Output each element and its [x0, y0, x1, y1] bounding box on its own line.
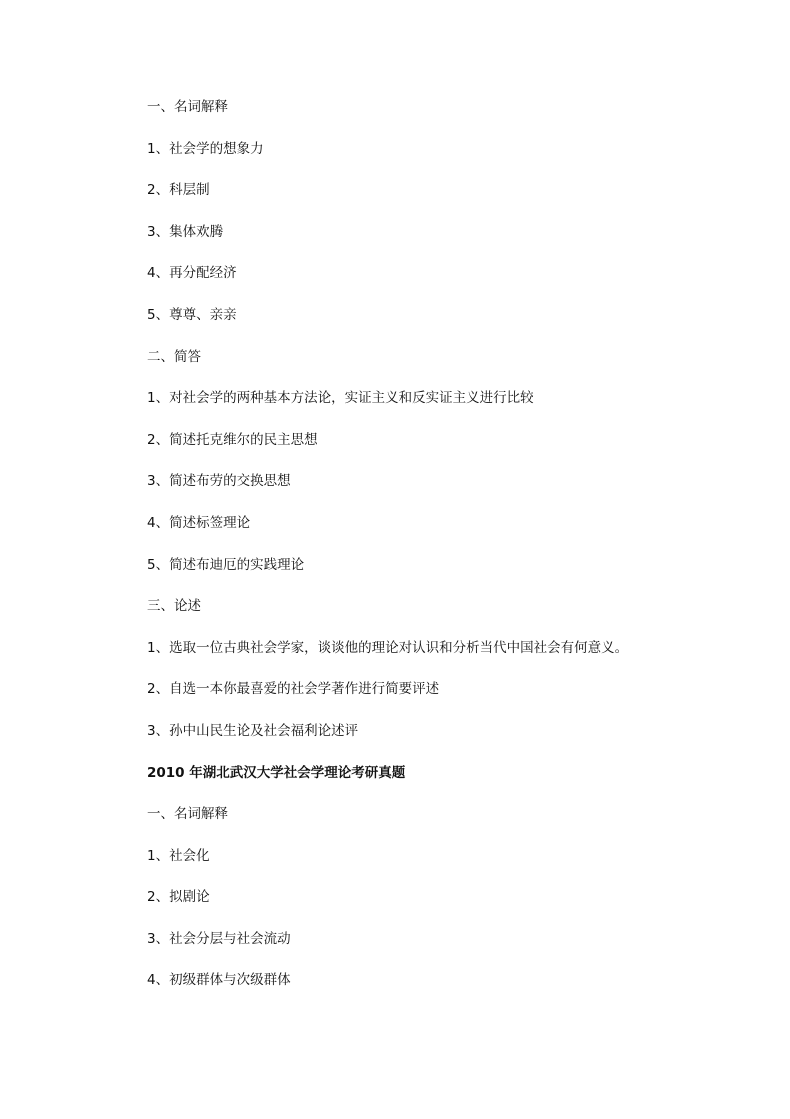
- question-item: 2、科层制: [147, 182, 210, 199]
- section-heading-essay: 三、论述: [147, 598, 201, 615]
- question-item: 3、社会分层与社会流动: [147, 930, 291, 947]
- question-item: 1、社会学的想象力: [147, 140, 264, 157]
- section-heading-noun-explanation: 一、名词解释: [147, 806, 228, 823]
- question-item: 1、对社会学的两种基本方法论，实证主义和反实证主义进行比较: [147, 390, 534, 407]
- question-item: 1、选取一位古典社会学家，谈谈他的理论对认识和分析当代中国社会有何意义。: [147, 639, 629, 656]
- question-item: 3、孙中山民生论及社会福利论述评: [147, 722, 359, 739]
- document-body: [147, 94, 747, 1009]
- question-item: 1、社会化: [147, 847, 210, 864]
- question-item: 5、简述布迪厄的实践理论: [147, 556, 305, 573]
- section-heading-noun-explanation: 一、名词解释: [147, 99, 228, 115]
- question-item: 2、简述托克维尔的民主思想: [147, 431, 318, 448]
- question-item: 4、初级群体与次级群体: [147, 972, 291, 989]
- question-item: 5、尊尊、亲亲: [147, 306, 237, 323]
- question-item: 2、自选一本你最喜爱的社会学著作进行简要评述: [147, 681, 440, 698]
- exam-year-title: 2010 年湖北武汉大学社会学理论考研真题: [147, 764, 406, 781]
- question-item: 4、再分配经济: [147, 265, 237, 282]
- question-item: 4、简述标签理论: [147, 514, 251, 531]
- section-heading-short-answer: 二、简答: [147, 348, 201, 365]
- question-item: 3、简述布劳的交换思想: [147, 473, 291, 490]
- question-item: 2、拟剧论: [147, 889, 210, 906]
- question-item: 3、集体欢腾: [147, 223, 224, 240]
